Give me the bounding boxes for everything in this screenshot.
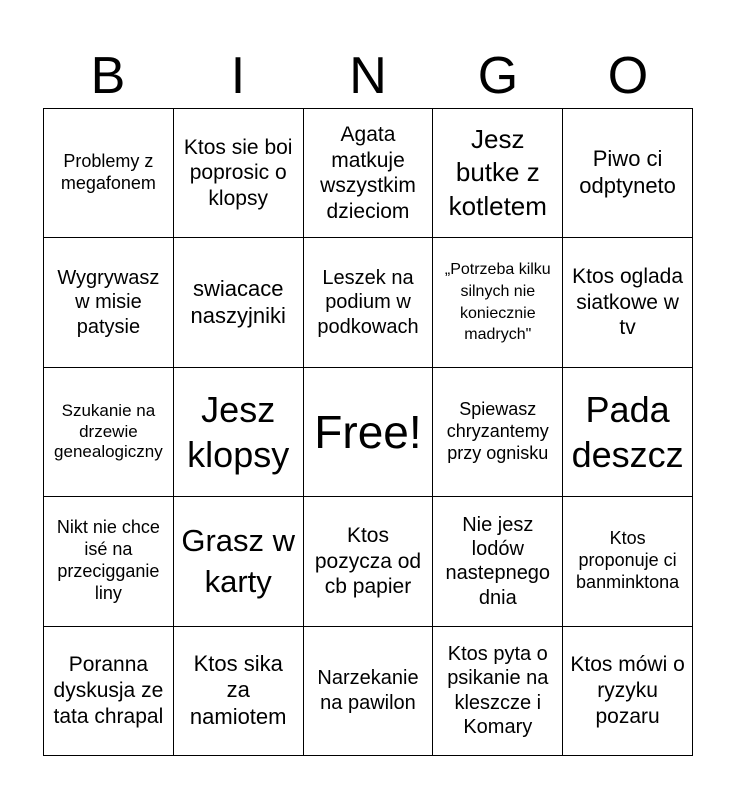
bingo-cell-r5c4[interactable]: Ktos pyta o psikanie na kleszcze i Komary (433, 627, 563, 756)
bingo-cell-r2c5[interactable]: Ktos oglada siatkowe w tv (563, 238, 693, 367)
bingo-cell-r4c2[interactable]: Grasz w karty (174, 497, 304, 626)
bingo-cell-r1c5[interactable]: Piwo ci odptyneto (563, 109, 693, 238)
bingo-cell-r2c1[interactable]: Wygrywasz w misie patysie (44, 238, 174, 367)
bingo-cell-r3c1[interactable]: Szukanie na drzewie genealogiczny (44, 368, 174, 497)
bingo-cell-r3c2[interactable]: Jesz klopsy (174, 368, 304, 497)
bingo-cell-r3c5[interactable]: Pada deszcz (563, 368, 693, 497)
bingo-cell-r4c3[interactable]: Ktos pozycza od cb papier (304, 497, 434, 626)
header-letter-n: N (349, 47, 387, 105)
bingo-cell-r2c3[interactable]: Leszek na podium w podkowach (304, 238, 434, 367)
header-letter-o: O (607, 47, 649, 105)
bingo-cell-r4c5[interactable]: Ktos proponuje ci banminktona (563, 497, 693, 626)
bingo-cell-r1c4[interactable]: Jesz butke z kotletem (433, 109, 563, 238)
bingo-cell-r2c2[interactable]: swiacace naszyjniki (174, 238, 304, 367)
bingo-cell-r5c1[interactable]: Poranna dyskusja ze tata chrapal (44, 627, 174, 756)
header-letter-i: I (230, 47, 246, 105)
bingo-cell-r4c4[interactable]: Nie jesz lodów nastepnego dnia (433, 497, 563, 626)
bingo-cell-r5c5[interactable]: Ktos mówi o ryzyku pozaru (563, 627, 693, 756)
bingo-cell-r2c4[interactable]: „Potrzeba kilku silnych nie koniecznie madrych" (433, 238, 563, 367)
bingo-cell-r5c3[interactable]: Narzekanie na pawilon (304, 627, 434, 756)
bingo-cell-r1c3[interactable]: Agata matkuje wszystkim dzieciom (304, 109, 434, 238)
bingo-cell-r5c2[interactable]: Ktos sika za namiotem (174, 627, 304, 756)
bingo-cell-r1c2[interactable]: Ktos sie boi poprosic o klopsy (174, 109, 304, 238)
bingo-cell-r4c1[interactable]: Nikt nie chce isé na przecigganie liny (44, 497, 174, 626)
bingo-cell-r3c4[interactable]: Spiewasz chryzantemy przy ognisku (433, 368, 563, 497)
bingo-cell-free[interactable]: Free! (304, 368, 434, 497)
bingo-header (43, 44, 693, 108)
bingo-cell-r1c1[interactable]: Problemy z megafonem (44, 109, 174, 238)
bingo-grid (43, 108, 693, 756)
header-letter-g: G (477, 47, 519, 105)
header-letter-b: B (90, 47, 126, 105)
